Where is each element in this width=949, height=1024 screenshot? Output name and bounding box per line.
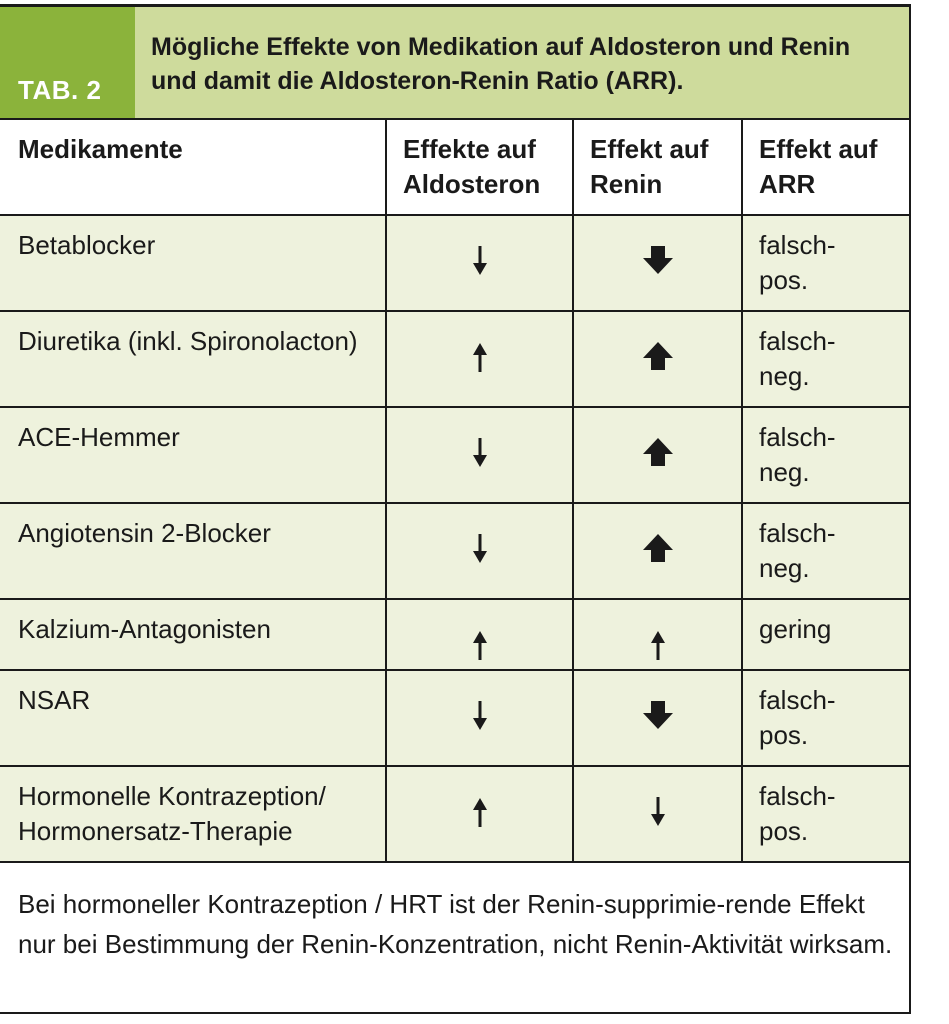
- drug-name: Kalzium-Antagonisten: [18, 614, 271, 644]
- arr-effect: falsch- pos.: [759, 685, 836, 750]
- drug-name: ACE-Hemmer: [18, 422, 180, 452]
- drug-name: Hormonelle Kontrazeption/ Hormonersatz-Therapie: [18, 781, 326, 846]
- footnote-text: Bei hormoneller Kontrazeption / HRT ist der Renin-supprimie-rende Effekt nur bei Bestimmung der Renin-Konzentration, nicht Renin-Aktivität wirksam.: [18, 889, 893, 959]
- arr-effect: gering: [759, 614, 832, 644]
- column-header-label: Effekt auf ARR: [759, 134, 878, 199]
- arr-effect: falsch- neg.: [759, 422, 836, 487]
- column-header-label: Medikamente: [18, 134, 183, 164]
- arr-effect: falsch- pos.: [759, 781, 836, 846]
- column-header-label: Effekte auf Aldosteron: [403, 134, 541, 199]
- drug-name: Betablocker: [18, 230, 156, 260]
- table-title: Mögliche Effekte von Medikation auf Aldosteron und Renin und damit die Aldosteron-Renin Ratio (ARR).: [151, 33, 851, 95]
- arr-effect: falsch- neg.: [759, 518, 836, 583]
- column-header-label: Effekt auf Renin: [590, 134, 709, 199]
- arr-effect: falsch- pos.: [759, 230, 836, 295]
- table-frame: [0, 4, 911, 1014]
- drug-name: Diuretika (inkl. Spironolacton): [18, 326, 358, 356]
- tab-label: TAB. 2: [18, 75, 102, 105]
- drug-name: NSAR: [18, 685, 91, 715]
- arr-effect: falsch- neg.: [759, 326, 836, 391]
- drug-name: Angiotensin 2-Blocker: [18, 518, 271, 548]
